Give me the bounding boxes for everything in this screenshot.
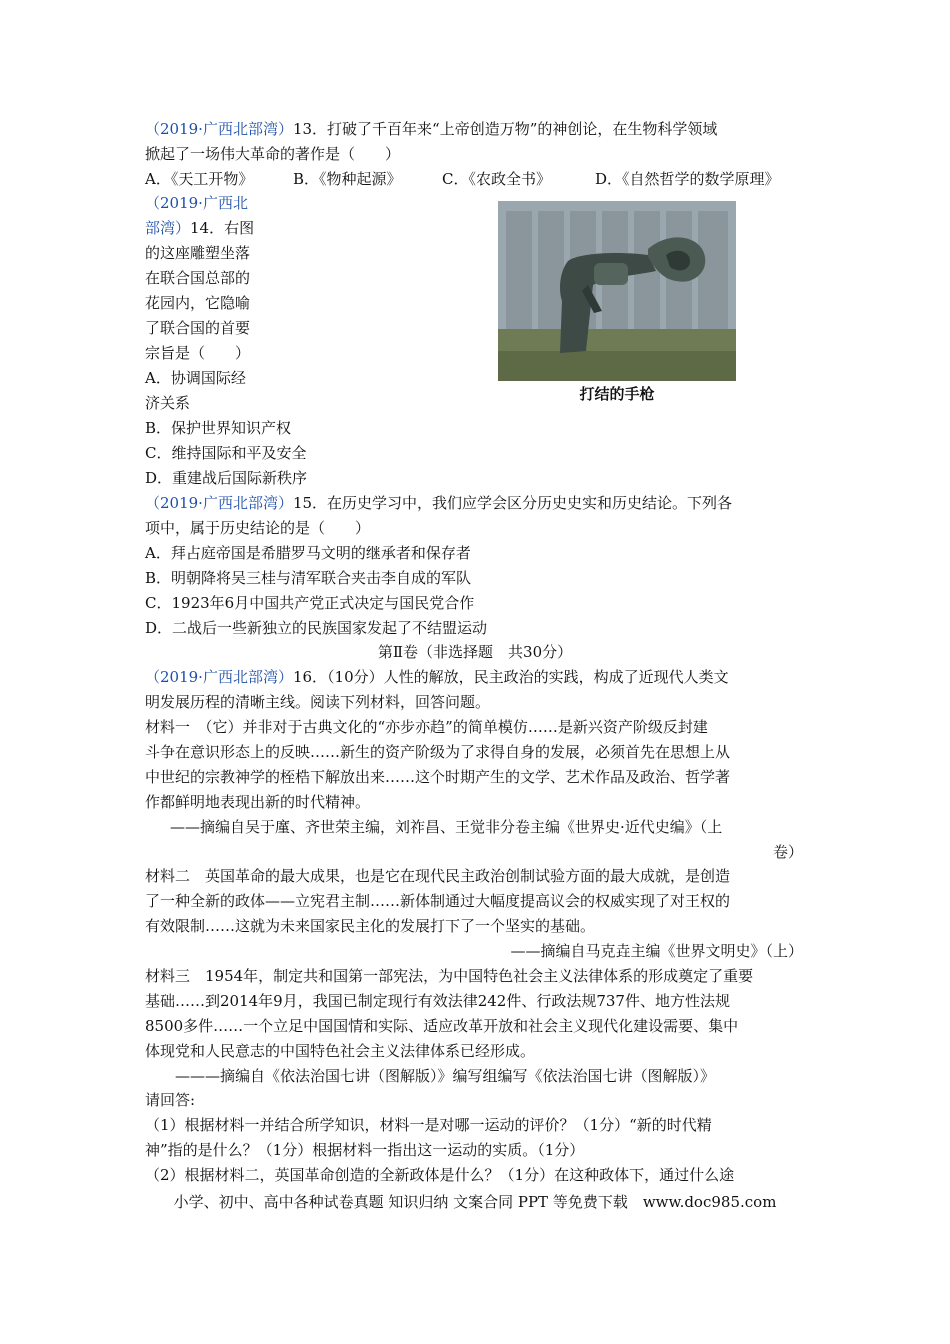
question-15-line-1 (145, 493, 732, 513)
option-d: D．二战后一些新独立的民族国家发起了不结盟运动 (145, 619, 488, 637)
question-14-line-2 (145, 218, 254, 238)
material-1-line: 斗争在意识形态上的反映……新生的资产阶级为了求得自身的发展，必须首先在思想上从 (145, 743, 731, 761)
question-source: （2019·广西北部湾） (145, 120, 293, 138)
option-b: B．明朝降将吴三桂与清军联合夹击李自成的军队 (145, 569, 472, 587)
material-3-line: 基础……到2014年9月，我国已制定现行有效法律242件、行政法规737件、地方性法规 (145, 992, 730, 1010)
material-2-line: 有效限制……这就为未来国家民主化的发展打下了一个坚实的基础。 (145, 917, 596, 935)
knotted-gun-sculpture-image (498, 201, 736, 381)
option-c: C．1923年6月中国共产党正式决定与国民党合作 (145, 594, 475, 612)
question-16-line-1 (145, 667, 729, 687)
question-source: （2019·广西北 (145, 194, 248, 212)
option-a: A．拜占庭帝国是希腊罗马文明的继承者和保存者 (145, 544, 471, 562)
question-stem: 13．打破了千百年来“上帝创造万物”的神创论，在生物科学领域 (292, 120, 718, 138)
option-a: A．协调国际经 (145, 369, 246, 387)
image-caption: 打结的手枪 (579, 385, 655, 403)
material-1-reference: ——摘编自吴于廑、齐世荣主编，刘祚昌、王觉非分卷主编《世界史·近代史编》（上 (170, 818, 723, 836)
question-stem: 在联合国总部的 (145, 269, 251, 287)
material-3-line: 材料三 1954年，制定共和国第一部宪法，为中国特色社会主义法律体系的形成奠定了重要 (145, 967, 754, 985)
material-1-line: 作都鲜明地表现出新的时代精神。 (145, 793, 371, 811)
option-c: C．维持国际和平及安全 (145, 444, 307, 462)
sub-question-2: （2）根据材料二，英国革命创造的全新政体是什么？（1分）在这种政体下，通过什么途 (145, 1166, 735, 1184)
question-13-line-2: 掀起了一场伟大革命的著作是（ ） (145, 145, 401, 163)
option-d: D．重建战后国际新秩序 (145, 469, 308, 487)
question-source: 部湾） (145, 219, 191, 237)
material-2-reference: ——摘编自马克垚主编《世界文明史》（上） (510, 942, 803, 960)
question-16-line-2: 明发展历程的清晰主线。阅读下列材料，回答问题。 (145, 693, 491, 711)
option-c: C．《农政全书》 (442, 170, 551, 188)
question-13-line-1 (145, 119, 717, 139)
question-stem: 15．在历史学习中，我们应学会区分历史史实和历史结论。下列各 (292, 494, 733, 512)
option-b: B．保护世界知识产权 (145, 419, 292, 437)
question-stem: 宗旨是（ ） (145, 344, 251, 362)
material-1-reference-continued: 卷） (772, 843, 803, 861)
material-1-line: 中世纪的宗教神学的桎梏下解放出来……这个时期产生的文学、艺术作品及政治、哲学著 (145, 768, 731, 786)
material-2-line: 材料二 英国革命的最大成果，也是它在现代民主政治创制试验方面的最大成就，是创造 (145, 867, 731, 885)
question-stem: 了联合国的首要 (145, 319, 251, 337)
material-1-line: 材料一 （它）并非对于古典文化的“亦步亦趋”的简单模仿……是新兴资产阶级反封建 (145, 718, 708, 736)
sculpture-illustration (498, 201, 736, 381)
sub-question-1-continued: 神”指的是什么？（1分）根据材料一指出这一运动的实质。（1分） (145, 1141, 585, 1159)
material-2-line: 了一种全新的政体——立宪君主制……新体制通过大幅度提高议会的权威实现了对王权的 (145, 892, 731, 910)
question-stem: 14．右图 (190, 219, 255, 237)
section-title: 第Ⅱ卷（非选择题 共30分） (377, 643, 573, 661)
option-b: B．《物种起源》 (293, 170, 402, 188)
question-15-line-2: 项中，属于历史结论的是（ ） (145, 519, 371, 537)
question-source: （2019·广西北部湾） (145, 668, 293, 686)
answer-prompt: 请回答: (145, 1091, 196, 1109)
footer-text: 小学、初中、高中各种试卷真题 知识归纳 文案合同 PPT 等免费下载 www.doc985.com (173, 1193, 777, 1211)
question-stem: 花园内，它隐喻 (145, 294, 251, 312)
material-3-line: 体现党和人民意志的中国特色社会主义法律体系已经形成。 (145, 1042, 536, 1060)
sub-question-1: （1）根据材料一并结合所学知识，材料一是对哪一运动的评价？（1分）“新的时代精 (145, 1116, 712, 1134)
question-source: （2019·广西北部湾） (145, 494, 293, 512)
option-a-continued: 济关系 (145, 394, 191, 412)
question-stem: 的这座雕塑坐落 (145, 244, 251, 262)
option-a: A．《天工开物》 (145, 170, 254, 188)
option-d: D．《自然哲学的数学原理》 (595, 170, 780, 188)
material-3-reference: ———摘编自《依法治国七讲（图解版）》编写组编写《依法治国七讲（图解版）》 (175, 1067, 716, 1085)
question-stem: 16．（10分）人性的解放，民主政治的实践，构成了近现代人类文 (292, 668, 729, 686)
material-3-line: 8500多件……一个立足中国国情和实际、适应改革开放和社会主义现代化建设需要、集中 (145, 1017, 739, 1035)
